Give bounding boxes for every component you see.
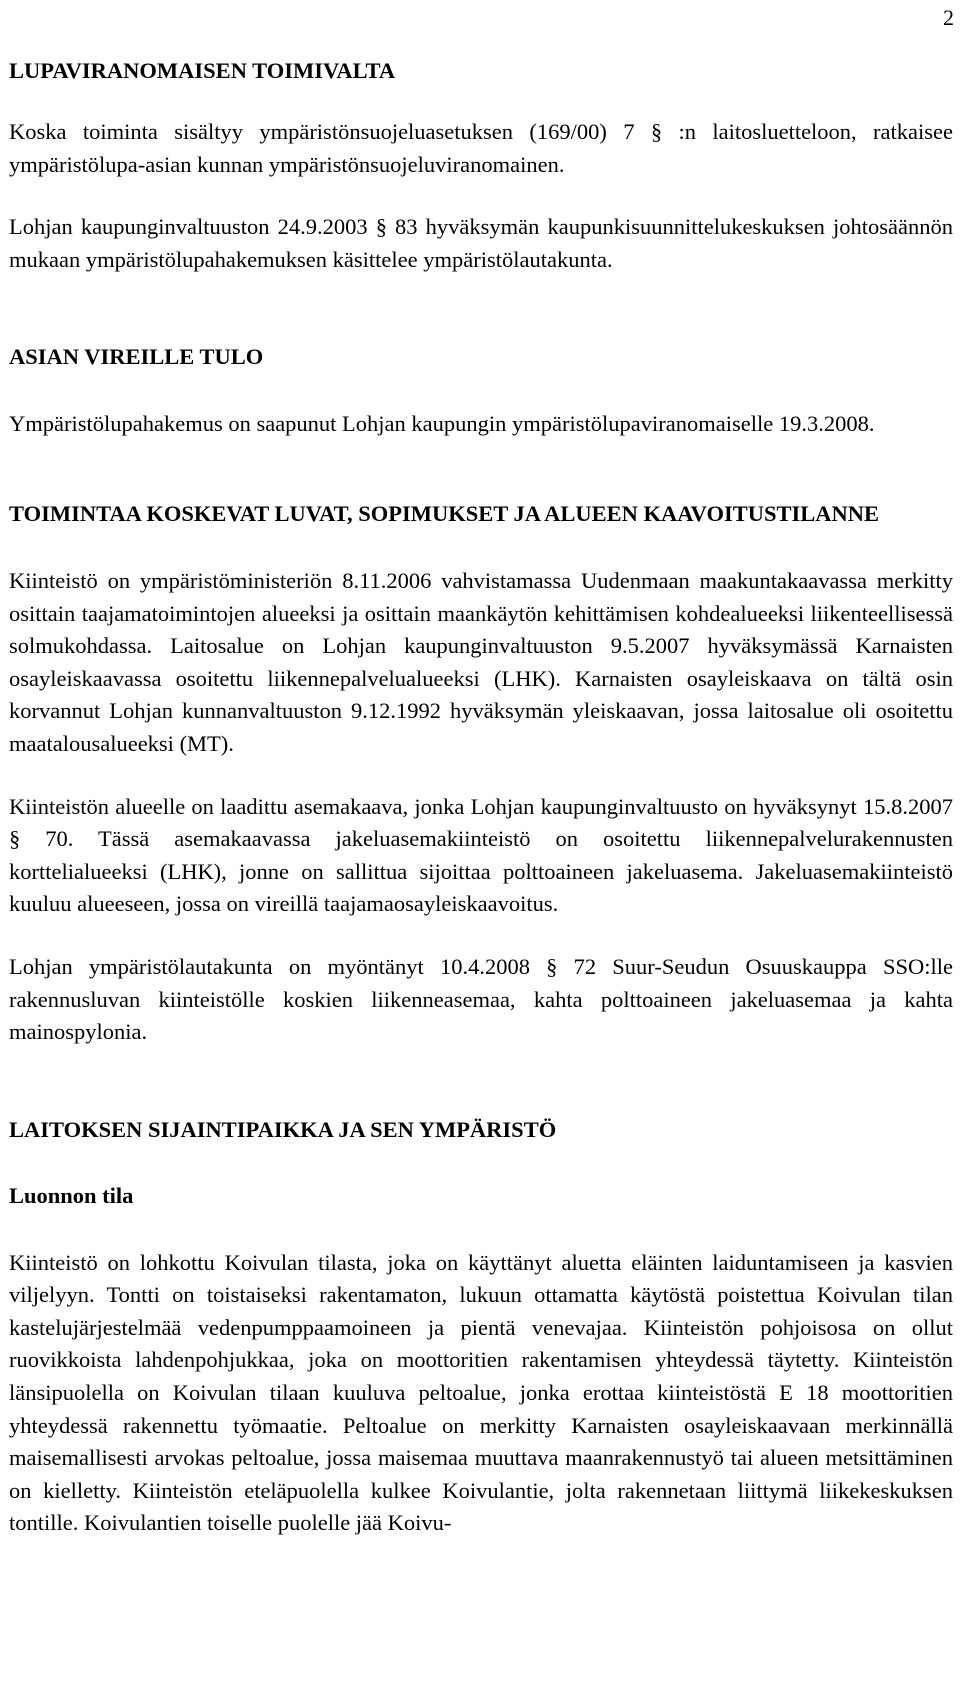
document-body	[9, 56, 953, 1540]
paragraph-kaavoitus-3: Lohjan ympäristölautakunta on myöntänyt 10.4.2008 § 72 Suur-Seudun Osuuskauppa SSO:lle rakennusluvan kiinteistölle koskien liikenneasemaa, kahta polttoaineen jakeluasemaa ja kahta mainospylonia.	[9, 953, 953, 1045]
section-heading-vireille-tulo: ASIAN VIREILLE TULO	[9, 344, 264, 370]
paragraph-lupaviranomainen-1: Koska toiminta sisältyy ympäristönsuojeluasetuksen (169/00) 7 § :n laitosluetteloon, ratkaisee ympäristölupa-asian kunnan ympäristönsuojeluviranomainen.	[9, 119, 953, 177]
paragraph-luonnon-tila: Kiinteistö on lohkottu Koivulan tilasta, joka on käyttänyt aluetta eläinten laiduntamiseen ja kasvien viljelyyn. Tontti on toistaiseksi rakentamaton, lukuun ottamatta käytöstä poistettua Koivulan tilan kastelujärjestelmää vedenpumppaamoineen ja pientä venevajaa. Kiinteistön pohjoisosa on ollut ruovikkoista lahdenpohjukkaa, joka on moottoritien rakentamisen yhteydessä täytetty. Kiinteistön länsipuolella on Koivulan tilaan kuuluva peltoalue, jonka erottaa kiinteistöstä E 18 moottoritien yhteydessä rakennettu työmaatie. Peltoalue on merkitty Karnaisten osayleiskaavaan merkinnällä maisemallisesti arvokas peltoalue, jossa maisemaa muuttava maanrakennustyö tai alueen metsittäminen on kielletty. Kiinteistön eteläpuolella kulkee Koivulantie, jolta rakennetaan liittymä liikekeskuksen tontille. Koivulantien toiselle puolelle jää Koivu-	[9, 1249, 953, 1536]
section-heading-sijaintipaikka: LAITOKSEN SIJAINTIPAIKKA JA SEN YMPÄRISTÖ	[9, 1116, 557, 1142]
section-heading-lupaviranomainen: LUPAVIRANOMAISEN TOIMIVALTA	[9, 58, 396, 83]
paragraph-kaavoitus-1: Kiinteistö on ympäristöministeriön 8.11.2006 vahvistamassa Uudenmaan maakuntakaavassa merkitty osittain taajamatoimintojen alueeksi ja osittain maankäytön kehittämisen kohdealueeksi liikenteellisessä solmukohdassa. Laitosalue on Lohjan kaupunginvaltuuston 9.5.2007 hyväksymässä Karnaisten osayleiskaavassa osoitettu liikennepalvelualueeksi (LHK). Karnaisten osayleiskaava on tältä osin korvannut Lohjan kunnanvaltuuston 9.12.1992 hyväksymän yleiskaavan, jossa laitosalue oli osoitettu maatalousalueeksi (MT).	[9, 567, 953, 756]
subheading-luonnon-tila: Luonnon tila	[9, 1182, 134, 1208]
paragraph-vireille-tulo: Ympäristölupahakemus on saapunut Lohjan kaupungin ympäristölupaviranomaiselle 19.3.2008.	[9, 411, 875, 437]
page-number: 2	[943, 5, 954, 30]
paragraph-kaavoitus-2: Kiinteistön alueelle on laadittu asemakaava, jonka Lohjan kaupunginvaltuusto on hyväksynyt 15.8.2007 § 70. Tässä asemakaavassa jakeluasemakiinteistö on osoitettu liikennepalvelurakennusten korttelialueeksi (LHK), jonne on sallittua sijoittaa polttoaineen jakeluasema. Jakeluasemakiinteistö kuuluu alueeseen, jossa on vireillä taajamaosayleiskaavoitus.	[9, 793, 953, 917]
section-heading-kaavoitus: TOIMINTAA KOSKEVAT LUVAT, SOPIMUKSET JA ALUEEN KAAVOITUSTILANNE	[9, 500, 879, 526]
paragraph-lupaviranomainen-2: Lohjan kaupunginvaltuuston 24.9.2003 § 83 hyväksymän kaupunkisuunnittelukeskuksen johtosäännön mukaan ympäristölupahakemuksen käsittelee ympäristölautakunta.	[9, 214, 953, 272]
